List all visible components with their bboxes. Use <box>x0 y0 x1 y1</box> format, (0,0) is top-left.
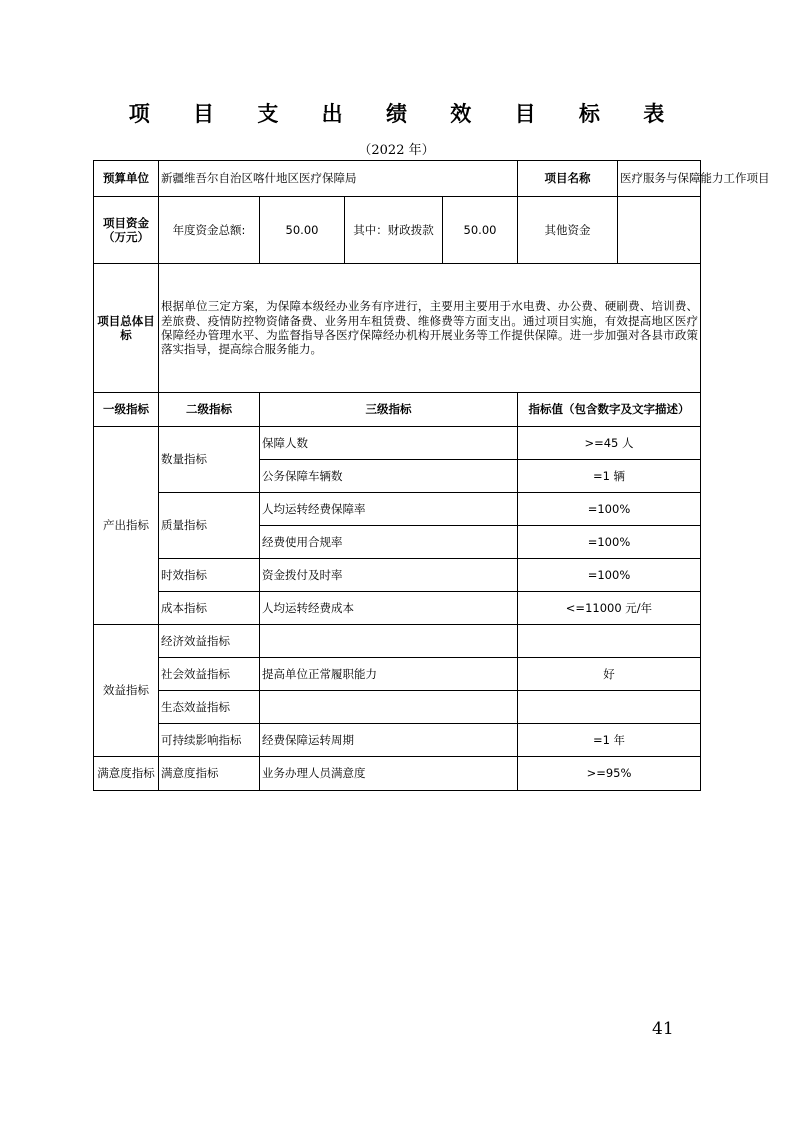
column-header-row <box>94 393 701 427</box>
value-cell: >=45 人 <box>518 427 701 460</box>
budget-unit-label: 预算单位 <box>94 161 159 197</box>
satisfaction-indicator-label: 满意度指标 <box>94 757 159 791</box>
overall-goal-label: 项目总体目标 <box>94 264 159 393</box>
indicator-cell: 提高单位正常履职能力 <box>260 658 518 691</box>
value-cell: <=11000 元/年 <box>518 592 701 625</box>
overall-goal-row <box>94 264 701 393</box>
funds-row <box>94 197 701 264</box>
table-row <box>94 559 701 592</box>
indicator-cell: 人均运转经费保障率 <box>260 493 518 526</box>
indicator-cell <box>260 691 518 724</box>
page-title: 项 目 支 出 绩 效 目 标 表 <box>128 101 683 126</box>
indicator-cell: 经费保障运转周期 <box>260 724 518 757</box>
value-cell <box>518 625 701 658</box>
indicator-cell: 人均运转经费成本 <box>260 592 518 625</box>
timeliness-indicator-label: 时效指标 <box>159 559 260 592</box>
annual-total-value: 50.00 <box>260 197 345 264</box>
quality-indicator-label: 质量指标 <box>159 493 260 559</box>
quantity-indicator-label: 数量指标 <box>159 427 260 493</box>
value-cell: =100% <box>518 493 701 526</box>
project-name-label: 项目名称 <box>518 161 618 197</box>
indicator-cell: 公务保障车辆数 <box>260 460 518 493</box>
project-name-value: 医疗服务与保障能力工作项目 <box>618 161 701 197</box>
table-row <box>94 757 701 791</box>
value-cell: =100% <box>518 559 701 592</box>
cost-indicator-label: 成本指标 <box>159 592 260 625</box>
value-cell: =1 年 <box>518 724 701 757</box>
value-cell: =1 辆 <box>518 460 701 493</box>
value-header: 指标值（包含数字及文字描述） <box>518 393 701 427</box>
other-funds-value <box>618 197 701 264</box>
benefit-indicator-label: 效益指标 <box>94 625 159 757</box>
other-funds-label: 其他资金 <box>518 197 618 264</box>
level1-header: 一级指标 <box>94 393 159 427</box>
social-benefit-label: 社会效益指标 <box>159 658 260 691</box>
economic-benefit-label: 经济效益指标 <box>159 625 260 658</box>
indicator-cell: 业务办理人员满意度 <box>260 757 518 791</box>
overall-goal-text: 根据单位三定方案，为保障本级经办业务有序进行，主要用主要用于水电费、办公费、硬刷费、培训费、差旅费、疫情防控物资储备费、业务用车租赁费、维修费等方面支出。通过项目实施，有效提高地区医疗保障经办管理水平、为监督指导各医疗保障经办机构开展业务等工作提供保障。进一步加强对各县市政策落实指导，提高综合服务能力。 <box>159 264 701 393</box>
indicator-cell: 资金拨付及时率 <box>260 559 518 592</box>
fiscal-value: 50.00 <box>443 197 518 264</box>
table-row <box>94 493 701 526</box>
value-cell: >=95% <box>518 757 701 791</box>
indicator-cell <box>260 625 518 658</box>
level3-header: 三级指标 <box>260 393 518 427</box>
table-row <box>94 625 701 658</box>
ecological-benefit-label: 生态效益指标 <box>159 691 260 724</box>
header-row <box>94 161 701 197</box>
annual-total-label: 年度资金总额: <box>159 197 260 264</box>
indicator-cell: 经费使用合规率 <box>260 526 518 559</box>
table-row <box>94 724 701 757</box>
performance-target-table <box>93 160 770 791</box>
sustainable-benefit-label: 可持续影响指标 <box>159 724 260 757</box>
budget-unit-value: 新疆维吾尔自治区喀什地区医疗保障局 <box>159 161 518 197</box>
fiscal-label: 其中：财政拨款 <box>345 197 443 264</box>
table-row <box>94 427 701 460</box>
table-row <box>94 691 701 724</box>
output-indicator-label: 产出指标 <box>94 427 159 625</box>
satisfaction-sub-label: 满意度指标 <box>159 757 260 791</box>
value-cell: 好 <box>518 658 701 691</box>
level2-header: 二级指标 <box>159 393 260 427</box>
value-cell: =100% <box>518 526 701 559</box>
table-row <box>94 592 701 625</box>
indicator-cell: 保障人数 <box>260 427 518 460</box>
value-cell <box>518 691 701 724</box>
page-number: 41 <box>652 1019 674 1039</box>
table-row <box>94 658 701 691</box>
year-subtitle: （2022 年） <box>358 143 435 158</box>
funds-label: 项目资金（万元） <box>94 197 159 264</box>
